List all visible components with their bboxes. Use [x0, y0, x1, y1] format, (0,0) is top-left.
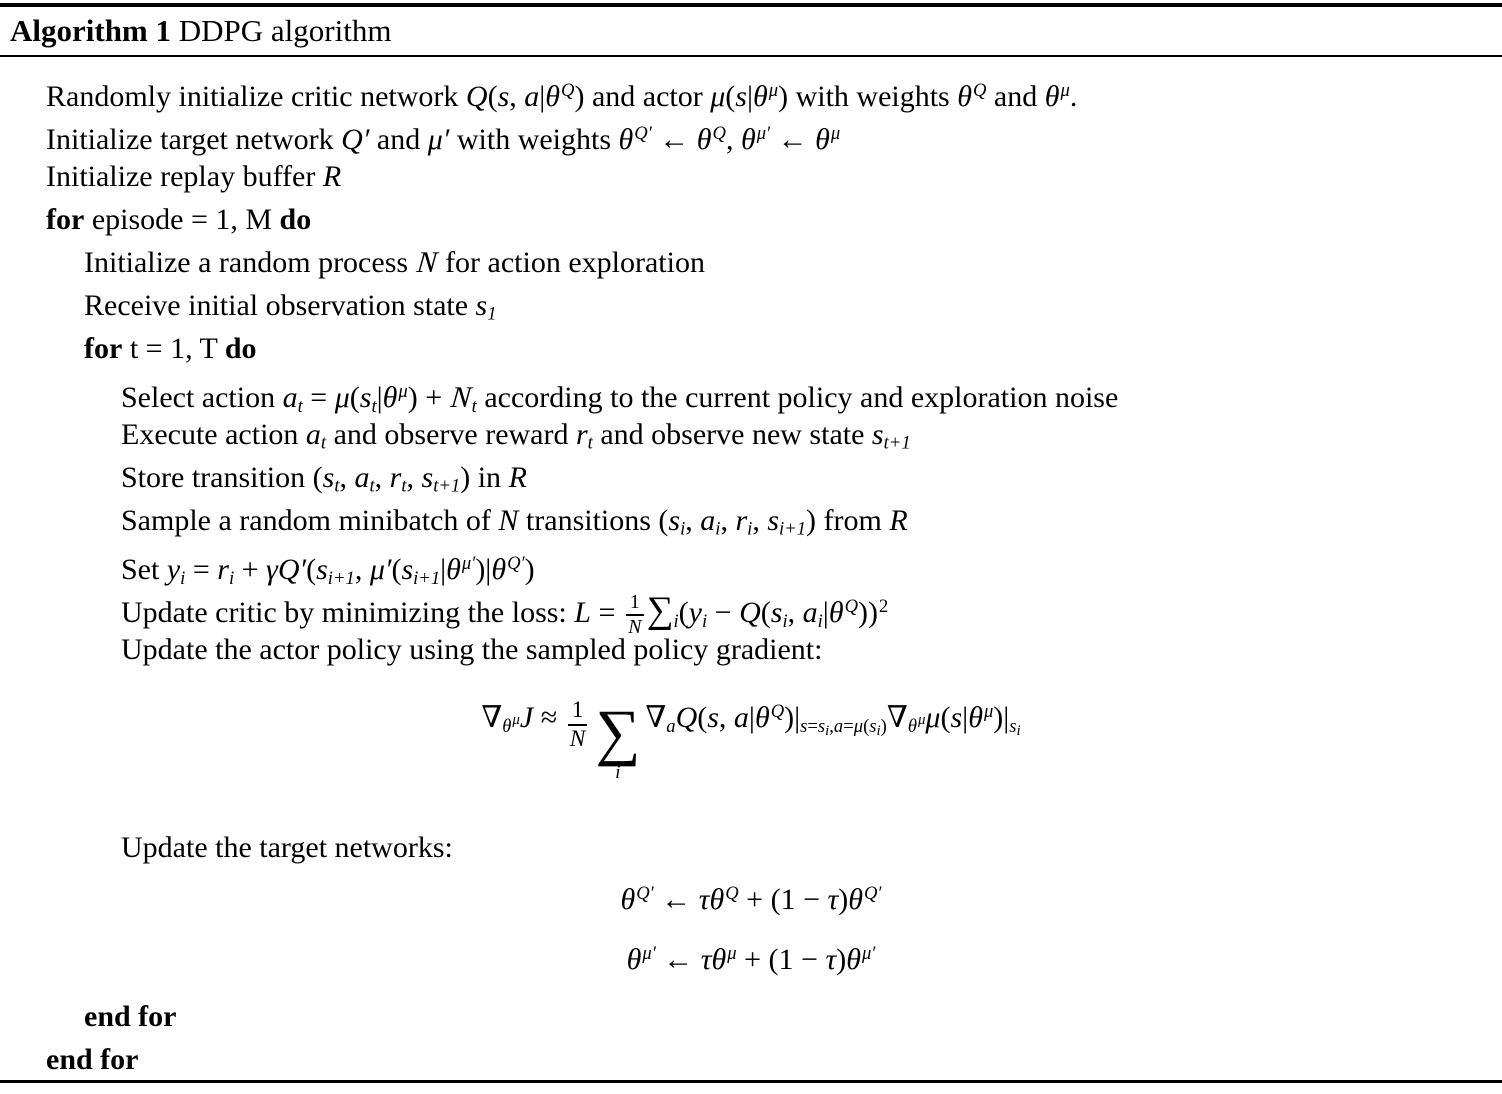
algorithm-line: Initialize replay buffer R [46, 160, 342, 193]
algorithm-line: Randomly initialize critic network Q(s, $a|\theta^Q$) and actor $\mu(s|\theta^\mu)$ with weights $\theta^Q$ and $\theta^\mu$. [46, 80, 1078, 114]
algorithm-line: Store transition ($s_t$, $a_t$, $r_t$, $s_{t+1}$) in R [121, 461, 527, 497]
bottom-rule [0, 1080, 1502, 1083]
algorithm-line: Update the actor policy using the sampled policy gradient: [121, 633, 823, 666]
algorithm-line: Receive initial observation state $s_1$ [84, 289, 497, 325]
algorithm-line: Update the target networks: [121, 830, 453, 864]
algorithm-label: Algorithm 1 [10, 13, 172, 48]
algorithm-line: Update critic by minimizing the loss: L = $\frac{1}{N}$ $\sum_i(y_i - Q(s_i$, $a_i|\theta^Q))^2$ [121, 590, 889, 639]
equation-line: $\nabla_{\theta^\mu}J$ ≈ $\frac{1}{N}$ ∑ i $\nabla_aQ(s$, $a|\theta^Q)|_{s=si,a=\mu(si)}\nabla_{\theta^\mu}\mu(s|\theta^\mu)|_{si}$ [481, 696, 1021, 784]
fraction: $\frac{1}{N}$ [568, 697, 588, 753]
algorithm-header [0, 7, 1502, 55]
algorithm-line: end for [46, 1042, 139, 1076]
fraction: $\frac{1}{N}$ [626, 591, 644, 639]
title-spacer [171, 13, 179, 48]
algorithm-line: Initialize a random process N for action exploration [84, 246, 705, 279]
algorithm-line: for t = 1, T do [84, 332, 257, 365]
equation-line: $\theta^{\mu'}$ ← $\tau\theta^\mu + (1 - \tau)\theta^{\mu'}$ [626, 942, 876, 976]
algorithm-line: Set $y_i = r_i + \gamma Q'(s_{i+1}$, $\mu'(s_{i+1}|\theta^{\mu'})|\theta^{Q'}$) [121, 553, 535, 589]
algorithm-line: Select action $a_t = \mu(s_t|\theta^\mu) + N_t$ according to the current policy and exploration noise [121, 381, 1119, 417]
equation-line: $\theta^{Q'}$ ← $\tau\theta^Q + (1 - \tau)\theta^{Q'}$ [620, 882, 882, 916]
algorithm-line: end for [84, 999, 177, 1033]
algorithm-line: Sample a random minibatch of N transitions ($s_i$, $a_i$, $r_i$, $s_{i+1}$) from R [121, 504, 908, 540]
algorithm-line: for episode = 1, M do [46, 203, 312, 236]
algorithm-line: Initialize target network Q′ and μ′ with weights $\theta^{Q'}$ ← $\theta^Q$, $\theta^{\mu'}$ ← $\theta^\mu$ [46, 123, 841, 157]
algorithm-body [0, 57, 1502, 1081]
algorithm-line: Execute action $a_t$ and observe reward $r_t$ and observe new state $s_{t+1}$ [121, 418, 911, 454]
summation-operator: ∑ i [595, 696, 641, 784]
algorithm-title: DDPG algorithm [178, 13, 392, 48]
